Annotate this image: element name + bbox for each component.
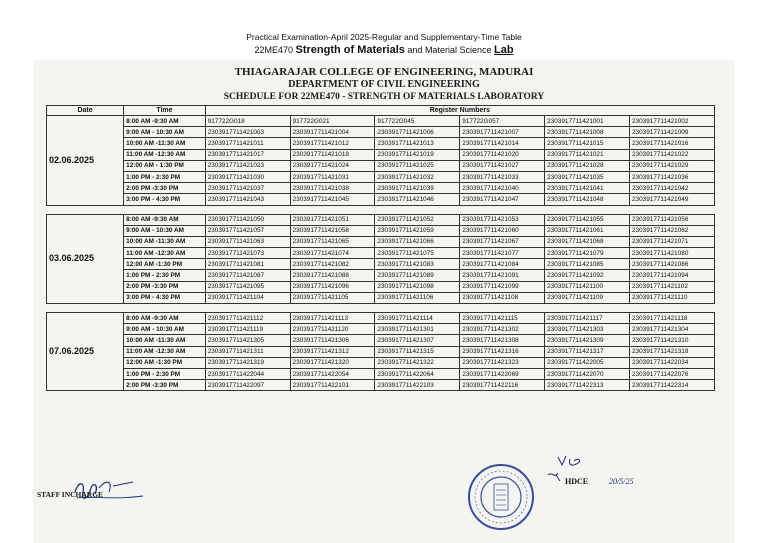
register-number-cell: 2303917711421311 [205,346,290,357]
department-name: DEPARTMENT OF CIVIL ENGINEERING [288,79,480,90]
register-number-cell: 2303917711421056 [630,214,715,225]
staff-incharge-label: STAFF INCHARGE [37,490,104,499]
register-number-cell: 2303917711421058 [290,225,375,236]
register-number-cell: 2303917711422116 [460,380,545,391]
register-number-cell: 2303917711421086 [630,259,715,270]
register-number-cell: 2303917711421094 [630,270,715,281]
register-number-cell: 2303917711421006 [375,127,460,138]
scanned-document [33,60,735,543]
time-cell: 1:00 PM - 2:30 PM [124,368,206,379]
time-cell: 11:00 AM -12:30 AM [124,248,206,259]
register-number-cell: 2303917711421100 [545,281,630,292]
register-number-cell: 917722G018 [205,116,290,127]
register-number-cell: 2303917711421080 [630,248,715,259]
time-cell: 9:00 AM - 10:30 AM [124,324,206,335]
table-row [47,183,715,194]
time-cell: 2:00 PM -3:30 PM [124,281,206,292]
register-number-cell: 2303917711421009 [630,127,715,138]
register-number-cell: 2303917711421001 [545,116,630,127]
register-number-cell: 2303917711421011 [205,138,290,149]
table-row [47,236,715,247]
register-number-cell: 2303917711421109 [545,292,630,303]
register-number-cell: 2303917711421119 [205,324,290,335]
course-name-bold: Strength of Materials [295,44,405,56]
register-number-cell: 2303917711421322 [375,357,460,368]
table-row [47,324,715,335]
time-cell: 10:00 AM -11:30 AM [124,138,206,149]
schedule-title: SCHEDULE FOR 22ME470 - STRENGTH OF MATERIALS LABORATORY [223,92,545,102]
table-row [47,194,715,205]
table-row [47,335,715,346]
register-number-cell: 2303917711421301 [375,324,460,335]
time-cell: 3:00 PM - 4:30 PM [124,194,206,205]
register-number-cell: 2303917711421303 [545,324,630,335]
register-number-cell: 2303917711421040 [460,183,545,194]
register-number-cell: 2303917711421025 [375,160,460,171]
register-number-cell: 2303917711421305 [205,335,290,346]
register-number-cell: 2303917711421102 [630,281,715,292]
register-number-cell: 2303917711422076 [630,368,715,379]
separator-cell [47,205,715,214]
register-number-cell: 2303917711421323 [460,357,545,368]
register-number-cell: 2303917711421114 [375,313,460,324]
table-row [47,138,715,149]
register-number-cell: 2303917711421089 [375,270,460,281]
register-number-cell: 2303917711421306 [290,335,375,346]
college-name: THIAGARAJAR COLLEGE OF ENGINEERING, MADURAI [234,66,534,78]
register-number-cell: 2303917711421059 [375,225,460,236]
register-number-cell: 2303917711421104 [205,292,290,303]
table-row [47,214,715,225]
register-number-cell: 2303917711421108 [460,292,545,303]
table-row [47,259,715,270]
register-number-cell: 2303917711421033 [460,171,545,182]
register-number-cell: 2303917711421315 [375,346,460,357]
register-number-cell: 2303917711421316 [460,346,545,357]
time-cell: 8:00 AM -9:30 AM [124,313,206,324]
register-number-cell: 2303917711422097 [205,380,290,391]
register-number-cell: 2303917711421043 [205,194,290,205]
register-number-cell: 2303917711421118 [630,313,715,324]
register-number-cell: 2303917711422044 [205,368,290,379]
register-number-cell: 2303917711421002 [630,116,715,127]
date-cell: 07.06.2025 [47,313,124,391]
table-row [47,281,715,292]
register-number-cell: 2303917711422101 [290,380,375,391]
register-number-cell: 2303917711421049 [630,194,715,205]
register-number-cell: 2303917711421304 [630,324,715,335]
register-number-cell: 2303917711421030 [205,171,290,182]
register-number-cell: 2303917711421035 [545,171,630,182]
register-number-cell: 2303917711422064 [375,368,460,379]
register-number-cell: 2303917711421117 [545,313,630,324]
register-number-cell: 2303917711421017 [205,149,290,160]
time-cell: 10:00 AM -11:30 AM [124,236,206,247]
register-number-cell: 2303917711421037 [205,183,290,194]
table-header-row [47,106,715,116]
course-title [0,44,768,56]
register-number-cell: 2303917711421071 [630,236,715,247]
time-cell: 1:00 PM - 2:30 PM [124,171,206,182]
register-number-cell: 2303917711421063 [205,236,290,247]
register-number-cell: 2303917711421085 [545,259,630,270]
register-number-cell: 2303917711421020 [460,149,545,160]
register-number-cell: 2303917711421057 [205,225,290,236]
exam-title: Practical Examination-April 2025-Regular and Supplementary-Time Table [246,32,522,42]
register-number-cell: 2303917711422069 [460,368,545,379]
register-number-cell: 2303917711421042 [630,183,715,194]
table-row [47,313,715,324]
register-number-cell: 2303917711421052 [375,214,460,225]
table-row [47,270,715,281]
register-number-cell: 2303917711421013 [375,138,460,149]
hdce-date: 20/5/25 [609,477,634,486]
register-number-cell: 2303917711421004 [290,127,375,138]
register-number-cell: 2303917711421091 [460,270,545,281]
register-number-cell: 917722G045 [375,116,460,127]
time-cell: 10:00 AM -11:30 AM [124,335,206,346]
register-number-cell: 2303917711421003 [205,127,290,138]
time-cell: 12:00 AM -1:30 PM [124,259,206,270]
day-separator [47,304,715,313]
date-header: Date [47,106,124,116]
table-body [47,116,715,391]
time-cell: 8:00 AM -9:30 AM [124,214,206,225]
table-row [47,160,715,171]
register-number-cell: 2303917711421012 [290,138,375,149]
register-number-cell: 2303917711421112 [205,313,290,324]
register-number-cell: 2303917711421113 [290,313,375,324]
register-number-cell: 2303917711421031 [290,171,375,182]
register-number-cell: 2303917711421062 [630,225,715,236]
time-cell: 9:00 AM - 10:30 AM [124,225,206,236]
register-number-cell: 2303917711421098 [375,281,460,292]
register-number-cell: 2303917711421055 [545,214,630,225]
register-number-cell: 2303917711421065 [290,236,375,247]
register-number-cell: 2303917711421319 [205,357,290,368]
course-code: 22ME470 [254,45,293,55]
register-number-cell: 2303917711421115 [460,313,545,324]
register-number-cell: 2303917711421029 [630,160,715,171]
college-seal [466,462,536,537]
time-cell: 3:00 PM - 4:30 PM [124,292,206,303]
register-number-cell: 2303917711421067 [460,236,545,247]
register-number-cell: 2303917711421317 [545,346,630,357]
register-number-cell: 2303917711421024 [290,160,375,171]
register-number-cell: 2303917711422070 [545,368,630,379]
table-row [47,127,715,138]
register-number-cell: 2303917711421039 [375,183,460,194]
register-number-cell: 2303917711421079 [545,248,630,259]
time-cell: 11:00 AM -12:30 AM [124,149,206,160]
register-number-cell: 2303917711421050 [205,214,290,225]
time-cell: 12:00 AM -1:30 PM [124,357,206,368]
register-number-cell: 2303917711421036 [630,171,715,182]
table-row [47,346,715,357]
table-row [47,357,715,368]
register-number-cell: 2303917711421309 [545,335,630,346]
hdce-label: HDCE [565,477,589,486]
table-row [47,292,715,303]
register-number-cell: 2303917711421310 [630,335,715,346]
register-number-cell: 917722G021 [290,116,375,127]
time-cell: 11:00 AM -12:30 AM [124,346,206,357]
register-number-cell: 2303917711422313 [545,380,630,391]
register-number-cell: 2303917711422034 [630,357,715,368]
register-number-cell: 2303917711421105 [290,292,375,303]
register-number-cell: 2303917711422103 [375,380,460,391]
day-separator [47,205,715,214]
table-row [47,149,715,160]
register-number-cell: 2303917711421077 [460,248,545,259]
register-number-cell: 2303917711421092 [545,270,630,281]
register-number-cell: 2303917711421007 [460,127,545,138]
register-number-cell: 2303917711421084 [460,259,545,270]
table-row [47,368,715,379]
register-number-cell: 2303917711421019 [375,149,460,160]
register-number-cell: 2303917711421021 [545,149,630,160]
register-number-cell: 2303917711421068 [545,236,630,247]
register-number-cell: 917722G057 [460,116,545,127]
register-number-cell: 2303917711421083 [375,259,460,270]
register-number-cell: 2303917711421008 [545,127,630,138]
register-number-cell: 2303917711421046 [375,194,460,205]
register-number-cell: 2303917711421051 [290,214,375,225]
register-number-cell: 2303917711421082 [290,259,375,270]
register-number-cell: 2303917711421045 [290,194,375,205]
register-number-cell: 2303917711421096 [290,281,375,292]
time-cell: 12:00 AM - 1:30 PM [124,160,206,171]
separator-cell [47,304,715,313]
register-number-cell: 2303917711422314 [630,380,715,391]
register-number-cell: 2303917711421074 [290,248,375,259]
time-cell: 1:00 PM - 2:30 PM [124,270,206,281]
table-row [47,380,715,391]
register-number-cell: 2303917711421099 [460,281,545,292]
date-cell: 02.06.2025 [47,116,124,206]
register-number-cell: 2303917711421081 [205,259,290,270]
register-number-cell: 2303917711421053 [460,214,545,225]
register-number-cell: 2303917711421048 [545,194,630,205]
register-number-cell: 2303917711421308 [460,335,545,346]
table-row [47,171,715,182]
course-name-middle: and Material Science [407,45,492,55]
register-number-cell: 2303917711421087 [205,270,290,281]
time-cell: 8:00 AM -9:30 AM [124,116,206,127]
register-number-cell: 2303917711421061 [545,225,630,236]
register-number-cell: 2303917711421014 [460,138,545,149]
register-number-cell: 2303917711421041 [545,183,630,194]
course-name-lab: Lab [493,44,514,56]
table-row [47,248,715,259]
register-number-cell: 2303917711421088 [290,270,375,281]
register-number-cell: 2303917711421095 [205,281,290,292]
register-number-cell: 2303917711421302 [460,324,545,335]
register-number-cell: 2303917711421312 [290,346,375,357]
register-number-cell: 2303917711421318 [630,346,715,357]
register-number-cell: 2303917711421023 [205,160,290,171]
register-number-cell: 2303917711421320 [290,357,375,368]
register-number-cell: 2303917711422005 [545,357,630,368]
register-number-cell: 2303917711421038 [290,183,375,194]
date-cell: 03.06.2025 [47,214,124,304]
register-number-cell: 2303917711421060 [460,225,545,236]
register-number-cell: 2303917711422054 [290,368,375,379]
register-number-cell: 2303917711421106 [375,292,460,303]
register-number-cell: 2303917711421027 [460,160,545,171]
register-number-cell: 2303917711421028 [545,160,630,171]
register-number-cell: 2303917711421075 [375,248,460,259]
table-row [47,116,715,127]
register-number-cell: 2303917711421120 [290,324,375,335]
register-number-cell: 2303917711421110 [630,292,715,303]
table-row [47,225,715,236]
register-number-cell: 2303917711421047 [460,194,545,205]
register-number-cell: 2303917711421066 [375,236,460,247]
register-number-cell: 2303917711421032 [375,171,460,182]
time-header: Time [124,106,206,116]
register-number-cell: 2303917711421022 [630,149,715,160]
register-number-cell: 2303917711421307 [375,335,460,346]
schedule-table [46,105,715,391]
register-header: Register Numbers [205,106,714,116]
time-cell: 9:00 AM - 10:30 AM [124,127,206,138]
time-cell: 2:00 PM -3:30 PM [124,183,206,194]
register-number-cell: 2303917711421016 [630,138,715,149]
register-number-cell: 2303917711421015 [545,138,630,149]
register-number-cell: 2303917711421073 [205,248,290,259]
register-number-cell: 2303917711421018 [290,149,375,160]
time-cell: 2:00 PM -3:30 PM [124,380,206,391]
